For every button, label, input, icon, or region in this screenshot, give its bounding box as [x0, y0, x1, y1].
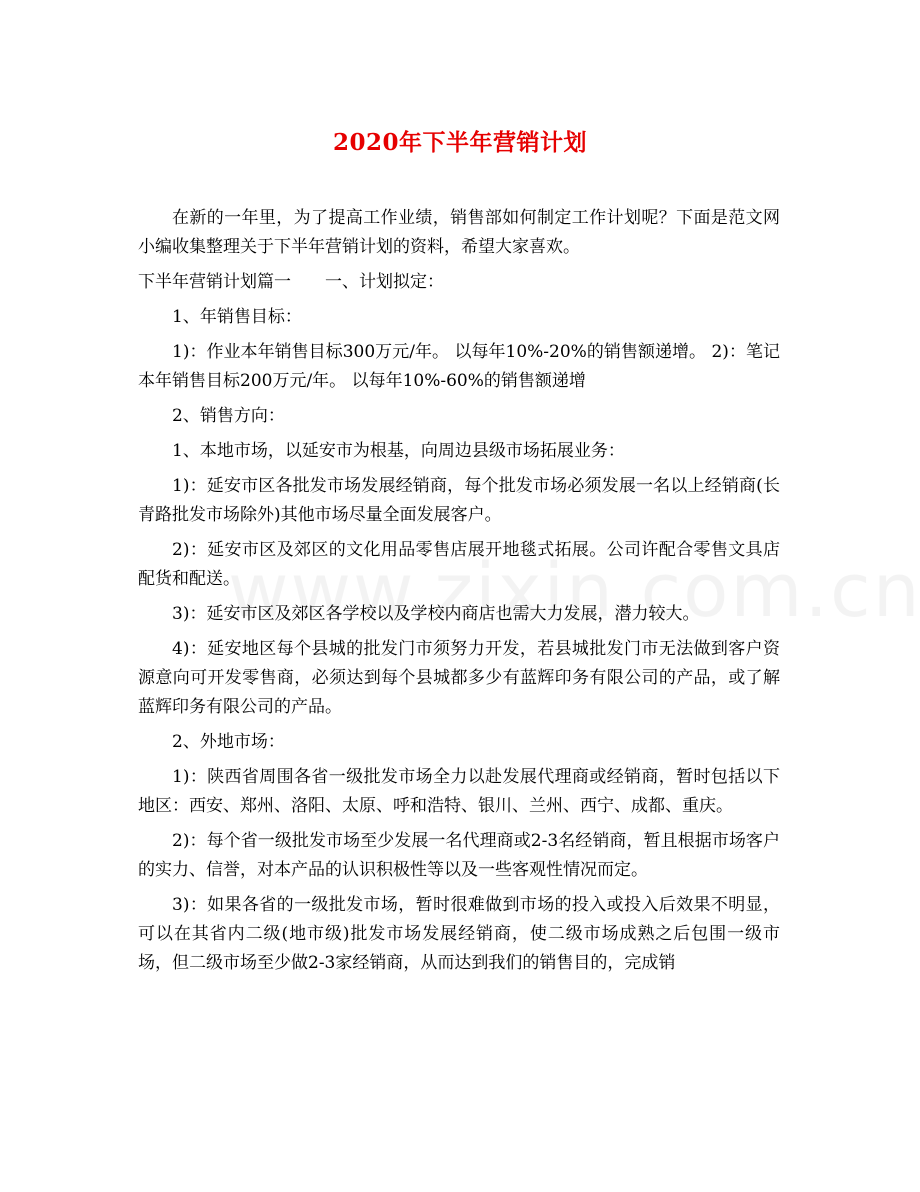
- paragraph: 3)：延安市区及郊区各学校以及学校内商店也需大力发展，潜力较大。: [172, 604, 700, 624]
- paragraph: 1)：作业本年销售目标300万元/年。 以每年10%-20%的销售额递增。 2)：笔记本年销售目标200万元/年。 以每年10%-60%的销售额递增: [138, 342, 780, 391]
- paragraph: 1、本地市场，以延安市为根基，向周边县级市场拓展业务：: [172, 441, 625, 461]
- document-body: [138, 204, 780, 984]
- paragraph: 2、销售方向：: [172, 406, 285, 426]
- paragraph: 2、外地市场：: [172, 732, 285, 752]
- paragraph: 1)：陕西省周围各省一级批发市场全力以赴发展代理商或经销商，暂时包括以下地区：西安、郑州、洛阳、太原、呼和浩特、银川、兰州、西宁、成都、重庆。: [138, 767, 780, 816]
- paragraph: 1、年销售目标：: [172, 307, 302, 327]
- document-title: 2020年下半年营销计划: [332, 129, 587, 156]
- paragraph: 2)：延安市区及郊区的文化用品零售店展开地毯式拓展。公司许配合零售文具店配货和配送。: [138, 540, 780, 589]
- paragraph: 在新的一年里，为了提高工作业绩，销售部如何制定工作计划呢？下面是范文网小编收集整理关于下半年营销计划的资料，希望大家喜欢。: [138, 208, 780, 257]
- paragraph: 4)：延安地区每个县城的批发门市须努力开发，若县城批发门市无法做到客户资源意向可开发零售商，必须达到每个县城都多少有蓝辉印务有限公司的产品，或了解蓝辉印务有限公司的产品。: [138, 639, 780, 717]
- paragraph: 3)：如果各省的一级批发市场，暂时很难做到市场的投入或投入后效果不明显，可以在其省内二级(地市级)批发市场发展经销商，使二级市场成熟之后包围一级市场，但二级市场至少做2-3家经销商，从而达到我们的销售目的，完成销: [138, 895, 780, 973]
- paragraph: 2)：每个省一级批发市场至少发展一名代理商或2-3名经销商，暂且根据市场客户的实力、信誉，对本产品的认识积极性等以及一些客观性情况而定。: [138, 831, 780, 880]
- paragraph: 1)：延安市区各批发市场发展经销商，每个批发市场必须发展一名以上经销商(长青路批发市场除外)其他市场尽量全面发展客户。: [138, 476, 780, 525]
- paragraph: 下半年营销计划篇一 一、计划拟定：: [138, 272, 444, 292]
